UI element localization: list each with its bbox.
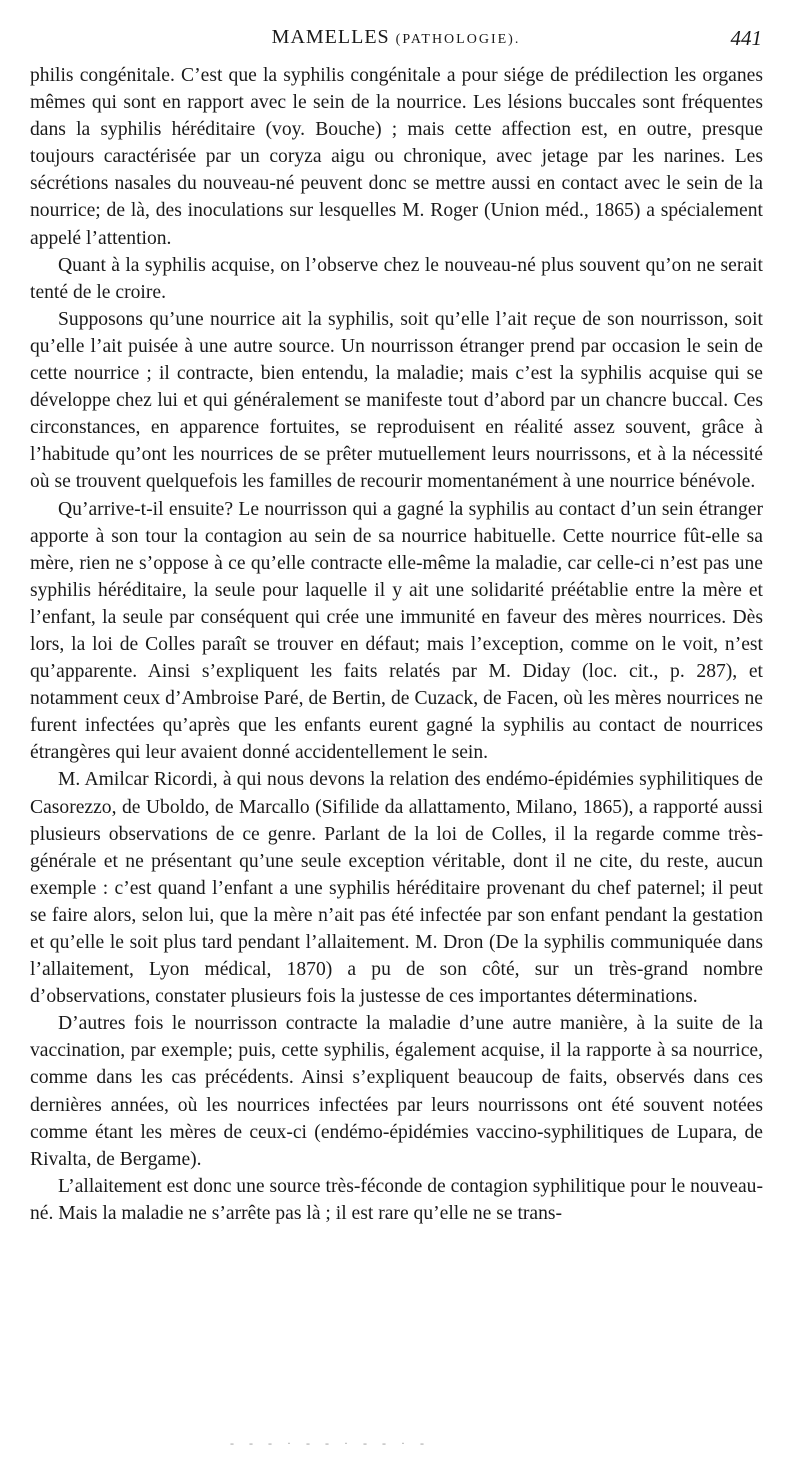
body-text bbox=[30, 62, 763, 1227]
scan-artifact-marks: - - - · - - · - - · - bbox=[230, 1436, 430, 1450]
paragraph: L’allaitement est donc une source très-féconde de contagion syphilitique pour le nouveau-né. Mais la maladie ne s’arrête pas là ; il est rare qu’elle ne se trans- bbox=[30, 1175, 763, 1224]
header-title-main: MAMELLES bbox=[271, 26, 390, 48]
header-title bbox=[30, 26, 762, 49]
header-title-sub: (PATHOLOGIE). bbox=[395, 32, 521, 47]
paragraph: Supposons qu’une nourrice ait la syphilis, soit qu’elle l’ait reçue de son nourrisson, soit qu’elle l’ait puisée à une autre source. Un nourrisson étranger prend par occasion le sein de cette nourrice ; il contracte, bien entendu, la maladie; mais c’est la syphilis acquise qui se développe chez lui et qui généralement se manifeste tout d’abord par un chancre buccal. Ces circonstances, en apparence fortuites, se reproduisent en réalité assez souvent, grâce à l’habitude qu’ont les nourrices de se prêter mutuellement leurs nourrissons, et à la nécessité où se trouvent quelquefois les familles de recourir momentanément à une nourrice bénévole. bbox=[30, 308, 763, 493]
paragraph: Qu’arrive-t-il ensuite? Le nourrisson qui a gagné la syphilis au contact d’un sein étranger apporte à son tour la contagion au sein de sa nourrice habituelle. Cette nourrice fût-elle sa mère, rien ne s’oppose à ce qu’elle contracte elle-même la maladie, car celle-ci n’est pas une syphilis héréditaire, la seule pour laquelle il y ait une solidarité préétablie entre la mère et l’enfant, la seule par conséquent qui crée une immunité en faveur des mères nourrices. Dès lors, la loi de Colles paraît se trouver en défaut; mais l’exception, comme on le voit, n’est qu’apparente. Ainsi s’expliquent les faits relatés par M. Diday (loc. cit., p. 287), et notamment ceux d’Ambroise Paré, de Bertin, de Cuzack, de Facen, où les mères nourrices ne furent infectées qu’après que les enfants eurent gagné la syphilis au contact de nourrices étrangères qui leur avaient donné accidentellement le sein. bbox=[30, 498, 763, 764]
paragraph: D’autres fois le nourrisson contracte la maladie d’une autre manière, à la suite de la vaccination, par exemple; puis, cette syphilis, également acquise, il la rapporte à sa nourrice, comme dans les cas précédents. Ainsi s’expliquent beaucoup de faits, observés dans ces dernières années, où les nourrices infectées par leurs nourrissons ont été souvent notées comme étant les mères de ceux-ci (endémo-épidémies vaccino-syphilitiques de Lupara, de Rivalta, de Bergame). bbox=[30, 1013, 763, 1170]
page-number: 441 bbox=[730, 26, 762, 50]
paragraph: M. Amilcar Ricordi, à qui nous devons la relation des endémo-épidémies syphilitiques de Casorezzo, de Uboldo, de Marcallo (Sifilide da allattamento, Milano, 1865), a rapporté aussi plusieurs observations de ce genre. Parlant de la loi de Colles, il la regarde comme très-générale et ne présentant qu’une seule exception véritable, dont il ne cite, du reste, aucun exemple : c’est quand l’enfant a une syphilis héréditaire provenant du chef paternel; il peut se faire alors, selon lui, que la mère n’ait pas été infectée par son enfant pendant la gestation et qu’elle le soit plus tard pendant l’allaitement. M. Dron (De la syphilis communiquée dans l’allaitement, Lyon médical, 1870) a pu de son côté, sur un très-grand nombre d’observations, constater plusieurs fois la justesse de ces importantes déterminations. bbox=[30, 769, 763, 1008]
running-header bbox=[30, 26, 762, 56]
paragraph: Quant à la syphilis acquise, on l’observe chez le nouveau-né plus souvent qu’on ne serait tenté de le croire. bbox=[30, 254, 763, 303]
paragraph: philis congénitale. C’est que la syphilis congénitale a pour siége de prédilection les organes mêmes qui sont en rapport avec le sein de la nourrice. Les lésions buccales sont fréquentes dans la syphilis héréditaire (voy. Bouche) ; mais cette affection est, en outre, presque toujours caractérisée par un coryza aigu ou chronique, avec jetage par les narines. Les sécrétions nasales du nouveau-né peuvent donc se mettre aussi en contact avec le sein de la nourrice; de là, des inoculations sur lesquelles M. Roger (Union méd., 1865) a spécialement appelé l’attention. bbox=[30, 65, 763, 249]
